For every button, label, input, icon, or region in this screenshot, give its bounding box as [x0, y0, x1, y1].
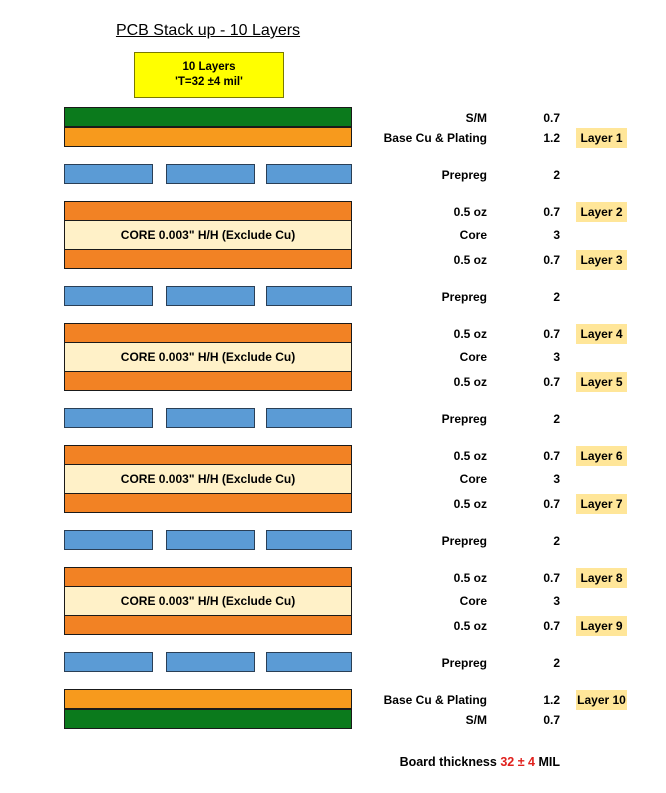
row-label: Prepreg — [441, 168, 487, 182]
prepreg-segment — [166, 164, 255, 184]
core-3: CORE 0.003" H/H (Exclude Cu) — [64, 465, 352, 493]
row-value: 0.7 — [543, 111, 560, 125]
row-value: 3 — [553, 228, 560, 242]
board-thickness — [300, 753, 560, 771]
layer-tag: Layer 5 — [576, 372, 627, 392]
row-value: 3 — [553, 472, 560, 486]
row-value: 3 — [553, 350, 560, 364]
core-1: CORE 0.003" H/H (Exclude Cu) — [64, 221, 352, 249]
prepreg-1 — [64, 164, 352, 184]
row-label: 0.5 oz — [453, 571, 487, 585]
prepreg-segment — [266, 652, 352, 672]
row-value: 1.2 — [543, 693, 560, 707]
row-label: Base Cu & Plating — [383, 693, 487, 707]
prepreg-segment — [266, 408, 352, 428]
layer-tag: Layer 4 — [576, 324, 627, 344]
row-label: Core — [459, 594, 487, 608]
row-value: 2 — [553, 412, 560, 426]
thickness-unit: MIL — [538, 755, 560, 769]
row-value: 0.7 — [543, 497, 560, 511]
row-value: 1.2 — [543, 131, 560, 145]
layer-tag: Layer 2 — [576, 202, 627, 222]
row-value: 0.7 — [543, 327, 560, 341]
core-4: CORE 0.003" H/H (Exclude Cu) — [64, 587, 352, 615]
base-copper-bottom — [64, 689, 352, 709]
row-label: S/M — [465, 713, 487, 727]
row-value: 0.7 — [543, 619, 560, 633]
row-label: S/M — [465, 111, 487, 125]
prepreg-5 — [64, 652, 352, 672]
layer-tag: Layer 1 — [576, 128, 627, 148]
badge-thickness: 'T=32 ±4 mil' — [175, 76, 243, 88]
copper-layer-7 — [64, 493, 352, 513]
prepreg-segment — [166, 530, 255, 550]
copper-layer-6 — [64, 445, 352, 465]
copper-layer-8 — [64, 567, 352, 587]
copper-layer-2 — [64, 201, 352, 221]
row-value: 2 — [553, 534, 560, 548]
row-label: 0.5 oz — [453, 205, 487, 219]
row-value: 3 — [553, 594, 560, 608]
prepreg-segment — [266, 530, 352, 550]
layer-tag: Layer 3 — [576, 250, 627, 270]
core-2: CORE 0.003" H/H (Exclude Cu) — [64, 343, 352, 371]
page-title: PCB Stack up - 10 Layers — [115, 22, 301, 39]
row-value: 0.7 — [543, 375, 560, 389]
row-value: 2 — [553, 168, 560, 182]
row-value: 2 — [553, 656, 560, 670]
row-label: Core — [459, 228, 487, 242]
layer-tag: Layer 10 — [576, 690, 627, 710]
row-value: 0.7 — [543, 713, 560, 727]
copper-layer-9 — [64, 615, 352, 635]
layer-tag: Layer 9 — [576, 616, 627, 636]
prepreg-3 — [64, 408, 352, 428]
prepreg-segment — [266, 286, 352, 306]
row-label: Prepreg — [441, 656, 487, 670]
prepreg-segment — [166, 408, 255, 428]
prepreg-segment — [166, 286, 255, 306]
thickness-prefix: Board thickness — [399, 755, 497, 769]
solder-mask-top — [64, 107, 352, 127]
layer-tag: Layer 7 — [576, 494, 627, 514]
prepreg-segment — [64, 286, 153, 306]
row-value: 0.7 — [543, 571, 560, 585]
badge-layers: 10 Layers — [182, 61, 236, 73]
prepreg-segment — [64, 164, 153, 184]
stackup-summary-badge — [134, 52, 284, 98]
row-value: 0.7 — [543, 253, 560, 267]
prepreg-segment — [64, 408, 153, 428]
row-label: Core — [459, 350, 487, 364]
row-label: Core — [459, 472, 487, 486]
layer-tag: Layer 8 — [576, 568, 627, 588]
prepreg-segment — [266, 164, 352, 184]
row-label: 0.5 oz — [453, 449, 487, 463]
row-label: 0.5 oz — [453, 375, 487, 389]
solder-mask-bottom — [64, 709, 352, 729]
copper-layer-4 — [64, 323, 352, 343]
layer-tag: Layer 6 — [576, 446, 627, 466]
copper-layer-5 — [64, 371, 352, 391]
row-value: 0.7 — [543, 449, 560, 463]
row-value: 0.7 — [543, 205, 560, 219]
prepreg-4 — [64, 530, 352, 550]
row-label: Base Cu & Plating — [383, 131, 487, 145]
row-label: Prepreg — [441, 412, 487, 426]
row-label: 0.5 oz — [453, 619, 487, 633]
prepreg-segment — [64, 652, 153, 672]
row-label: 0.5 oz — [453, 253, 487, 267]
prepreg-2 — [64, 286, 352, 306]
row-label: Prepreg — [441, 290, 487, 304]
row-label: 0.5 oz — [453, 497, 487, 511]
row-value: 2 — [553, 290, 560, 304]
prepreg-segment — [64, 530, 153, 550]
thickness-value: 32 ± 4 — [500, 755, 535, 769]
copper-layer-3 — [64, 249, 352, 269]
row-label: 0.5 oz — [453, 327, 487, 341]
base-copper-top — [64, 127, 352, 147]
prepreg-segment — [166, 652, 255, 672]
row-label: Prepreg — [441, 534, 487, 548]
